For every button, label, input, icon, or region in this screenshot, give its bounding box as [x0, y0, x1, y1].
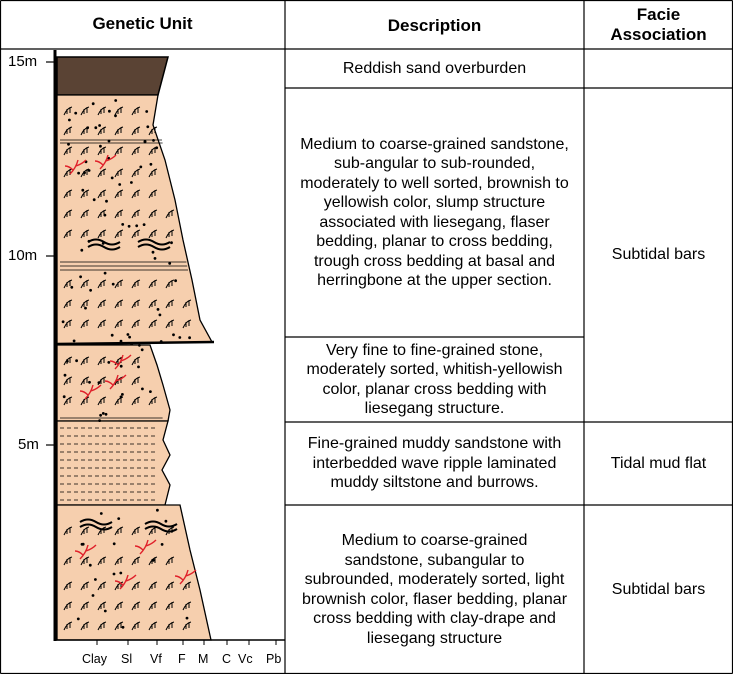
grain-size-coarse: C: [222, 652, 232, 666]
grain-size-very-coarse: Vc: [238, 652, 253, 666]
grain-dot: [178, 336, 181, 339]
grain-dot: [82, 543, 85, 546]
grain-dot: [188, 336, 191, 339]
grain-dot: [120, 396, 123, 399]
grain-dot: [84, 307, 87, 310]
grain-dot: [62, 320, 65, 323]
grain-dot: [149, 390, 152, 393]
facie-subtidal-bars-lower: Subtidal bars: [611, 580, 706, 598]
grain-dot: [98, 419, 101, 422]
grain-dot: [168, 262, 171, 265]
grain-dot: [92, 594, 95, 597]
grain-dot: [77, 618, 80, 621]
grain-dot: [172, 333, 175, 336]
grain-dot: [89, 289, 92, 292]
grain-dot: [93, 198, 96, 201]
grain-dot: [128, 336, 131, 339]
grain-size-fine: F: [178, 652, 186, 666]
grain-dot: [73, 340, 76, 343]
grain-dot: [138, 344, 141, 347]
grain-dot: [77, 172, 80, 175]
grain-dot: [66, 360, 69, 363]
grain-dot: [70, 286, 73, 289]
grain-dot: [83, 171, 86, 174]
grain-dot: [152, 251, 155, 254]
grain-dot: [122, 626, 125, 629]
description-row-mud-flat: Fine-grained muddy sandstone with interbedded wave ripple laminated muddy siltstone and burrows.: [307, 435, 562, 492]
grain-dot: [160, 340, 163, 343]
grain-dot: [99, 145, 102, 148]
grain-dot: [155, 146, 158, 149]
grain-dot: [94, 578, 97, 581]
grain-dot: [128, 225, 131, 228]
grain-dot: [152, 559, 155, 562]
grain-dot: [89, 564, 92, 567]
grain-dot: [118, 183, 121, 186]
facie-tidal-mud-flat: Tidal mud flat: [610, 454, 707, 472]
grain-dot: [119, 572, 122, 575]
grain-dot: [135, 224, 138, 227]
grain-dot: [113, 542, 116, 545]
description-row-lower-sandstone: Medium to coarse-grained sandstone, subangular to subrounded, moderately sorted, light brownish color, flaser bedding, planar cross bedding with clay-drape and liesegang structure: [301, 532, 568, 647]
grain-dot: [139, 166, 142, 169]
facie-header-line2: Association: [610, 25, 707, 44]
grain-dot: [141, 348, 144, 351]
grain-size-pebble: Pb: [266, 652, 282, 666]
grain-dot: [74, 112, 77, 115]
depth-label-10m: 10m: [8, 247, 38, 264]
grain-size-very-fine: Vf: [150, 652, 162, 666]
grain-dot: [86, 126, 89, 129]
grain-dot: [165, 520, 168, 523]
grain-dot: [114, 99, 117, 102]
grain-dot: [88, 381, 91, 384]
grain-dot: [92, 102, 95, 105]
grain-dot: [112, 283, 115, 286]
middle-fine-unit: [57, 345, 170, 421]
grain-dot: [99, 414, 102, 417]
depth-label-5m: 5m: [18, 436, 39, 453]
grain-dot: [150, 163, 153, 166]
grain-dot: [186, 617, 189, 620]
grain-dot: [146, 125, 149, 128]
grain-dot: [130, 343, 133, 346]
grain-size-medium: M: [198, 652, 209, 666]
grain-size-clay: Clay: [82, 652, 108, 666]
overburden-layer: [57, 57, 168, 95]
grain-dot: [98, 124, 101, 127]
description-row-upper-sandstone: Medium to coarse-grained sandstone, sub-angular to sub-rounded, moderately to well sorted, brownish to yellowish color, slump structure associated with liesegang, flaser bedding, planar to cross bedding, trough cross bedding at basal and herringbone at the upper section.: [300, 135, 569, 289]
description-header: Description: [387, 16, 482, 35]
grain-dot: [161, 543, 164, 546]
grain-dot: [154, 257, 157, 260]
grain-dot: [170, 241, 173, 244]
grain-dot: [121, 393, 124, 396]
grain-dot: [113, 573, 116, 576]
grain-dot: [117, 517, 120, 520]
grain-size-silt: Sl: [121, 652, 133, 666]
grain-dot: [105, 413, 108, 416]
grain-dot: [130, 181, 133, 184]
grain-dot: [98, 381, 101, 384]
grain-dot: [127, 333, 130, 336]
grain-dot: [111, 334, 114, 337]
grain-dot: [121, 223, 124, 226]
grain-dot: [81, 189, 84, 192]
grain-dot: [120, 340, 123, 343]
grain-dot: [68, 119, 71, 122]
grain-dot: [120, 365, 123, 368]
grain-dot: [145, 110, 148, 113]
facie-subtidal-bars-upper: Subtidal bars: [611, 246, 706, 264]
grain-dot: [174, 279, 177, 282]
grain-dot: [104, 610, 107, 613]
grain-dot: [75, 359, 78, 362]
grain-dot: [104, 214, 107, 217]
grain-dot: [114, 114, 117, 117]
grain-dot: [156, 509, 159, 512]
grain-dot: [157, 308, 160, 311]
grain-dot: [94, 126, 97, 129]
depth-label-15m: 15m: [8, 53, 38, 70]
grain-dot: [104, 272, 107, 275]
grain-dot: [137, 366, 140, 369]
grain-dot: [102, 412, 105, 415]
grain-dot: [64, 374, 67, 377]
grain-dot: [159, 314, 162, 317]
description-row-overburden: Reddish sand overburden: [342, 59, 527, 77]
description-row-fine-sandstone: Very fine to fine-grained stone, moderately sorted, whitish-yellowish color, planar cross bedding with liesegang structure.: [306, 341, 563, 417]
mud-flat-unit: [57, 421, 170, 505]
grain-dot: [107, 361, 110, 364]
grain-dot: [108, 110, 111, 113]
grain-dot: [143, 223, 146, 226]
grain-dot: [141, 388, 144, 391]
facie-overburden: [584, 49, 733, 88]
grain-dot: [80, 249, 83, 252]
grain-dot: [100, 512, 103, 515]
facie-header-line1: Facie: [636, 5, 681, 24]
grain-dot: [105, 200, 108, 203]
grain-dot: [88, 169, 91, 172]
grain-dot: [79, 275, 82, 278]
grain-dot: [63, 395, 66, 398]
facie-association-header: [584, 5, 733, 45]
genetic-unit-header: Genetic Unit: [92, 14, 193, 33]
grain-dot: [111, 177, 114, 180]
